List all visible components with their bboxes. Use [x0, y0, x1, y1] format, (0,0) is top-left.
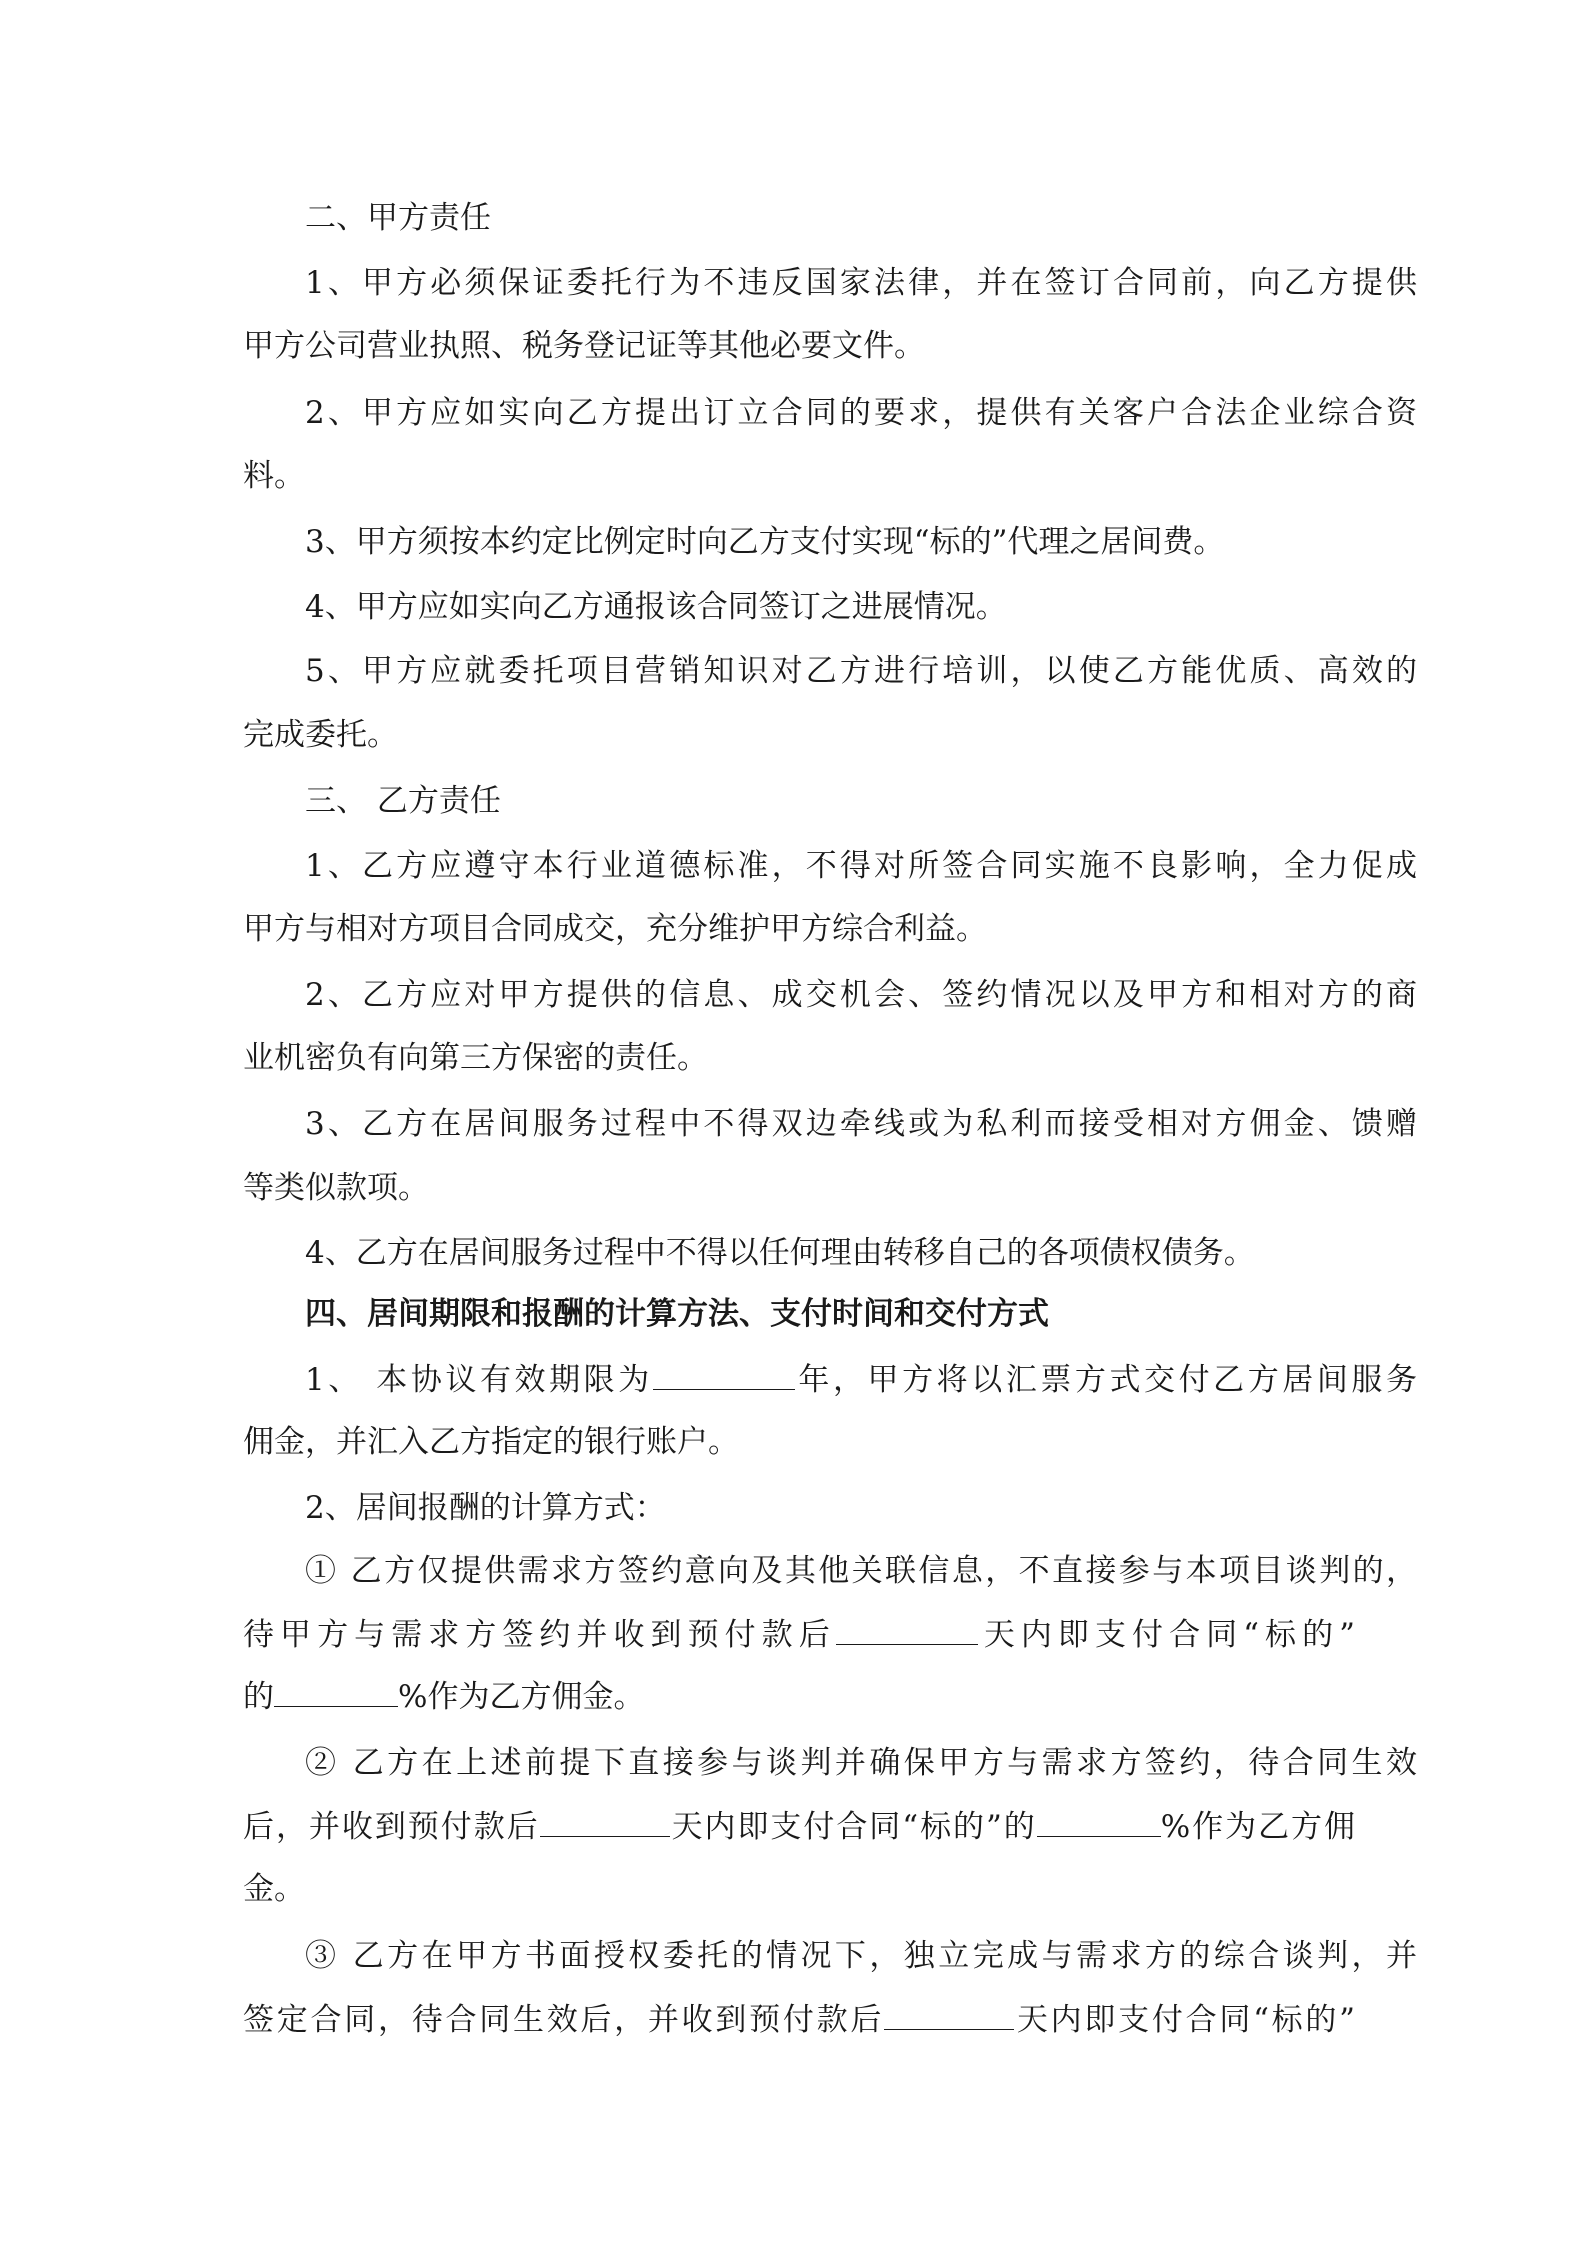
- option-1-percent-blank: [274, 1676, 398, 1707]
- option-1-line3: [243, 1676, 1355, 1716]
- clause-c1-line1: [243, 1359, 1417, 1399]
- clause-a1-line2: 甲方公司营业执照、税务登记证等其他必要文件。: [243, 328, 925, 364]
- option-1-text-after: 天内即支付合同“标的”: [977, 1617, 1356, 1653]
- clause-c1-text-before: 1、 本协议有效期限为: [305, 1362, 653, 1398]
- clause-b2-line1: 2、乙方应对甲方提供的信息、成交机会、签约情况以及甲方和相对方的商: [305, 977, 1417, 1013]
- option-3-text-after: 天内即支付合同“标的”: [1014, 2002, 1355, 2038]
- section-heading-party-b-duties: 三、 乙方责任: [305, 783, 501, 819]
- clause-a5-line2: 完成委托。: [243, 717, 398, 753]
- option-2-line2: [243, 1806, 1355, 1846]
- clause-a5-line1: 5、甲方应就委托项目营销知识对乙方进行培训，以使乙方能优质、高效的: [305, 653, 1417, 689]
- option-1-de: 的: [243, 1679, 274, 1715]
- clause-a4: 4、甲方应如实向乙方通报该合同签订之进展情况。: [305, 589, 1007, 625]
- option-1-commission-text: %作为乙方佣金。: [398, 1679, 645, 1715]
- option-2-percent-blank: [1037, 1806, 1161, 1837]
- option-3-line1: ③ 乙方在甲方书面授权委托的情况下，独立完成与需求方的综合谈判，并: [305, 1938, 1417, 1974]
- clause-a2-line2: 料。: [243, 458, 305, 494]
- clause-b3-line2: 等类似款项。: [243, 1170, 429, 1206]
- option-3-line2: [243, 1999, 1355, 2039]
- clause-a1-line1: 1、甲方必须保证委托行为不违反国家法律，并在签订合同前，向乙方提供: [305, 265, 1417, 301]
- clause-a2-line1: 2、甲方应如实向乙方提出订立合同的要求，提供有关客户合法企业综合资: [305, 395, 1417, 431]
- clause-b4: 4、乙方在居间服务过程中不得以任何理由转移自己的各项债权债务。: [305, 1235, 1255, 1271]
- clause-b3-line1: 3、乙方在居间服务过程中不得双边牵线或为私利而接受相对方佣金、馈赠: [305, 1106, 1417, 1142]
- option-1-text-before: 待甲方与需求方签约并收到预付款后: [243, 1617, 836, 1653]
- clause-c1-text-after: 年，甲方将以汇票方式交付乙方居间服务: [794, 1362, 1418, 1398]
- option-1-line2: [243, 1614, 1355, 1654]
- clause-a3: 3、甲方须按本约定比例定时向乙方支付实现“标的”代理之居间费。: [305, 524, 1225, 560]
- section-heading-party-a-duties: 二、甲方责任: [305, 200, 491, 236]
- option-2-text-middle: 天内即支付合同“标的”的: [669, 1809, 1037, 1845]
- section-heading-term-and-payment: 四、居间期限和报酬的计算方法、支付时间和交付方式: [305, 1296, 1049, 1332]
- option-2-line3: 金。: [243, 1871, 305, 1907]
- option-2-days-blank: [540, 1806, 670, 1837]
- clause-b1-line2: 甲方与相对方项目合同成交，充分维护甲方综合利益。: [243, 911, 987, 947]
- clause-b1-line1: 1、乙方应遵守本行业道德标准，不得对所签合同实施不良影响，全力促成: [305, 848, 1417, 884]
- clause-b2-line2: 业机密负有向第三方保密的责任。: [243, 1040, 708, 1076]
- option-2-text-after: %作为乙方佣: [1160, 1809, 1355, 1845]
- clause-c1-line2: 佣金，并汇入乙方指定的银行账户。: [243, 1424, 739, 1460]
- option-1-line1: ① 乙方仅提供需求方签约意向及其他关联信息，不直接参与本项目谈判的，: [305, 1553, 1417, 1589]
- clause-c2: 2、居间报酬的计算方式：: [305, 1490, 666, 1526]
- option-3-days-blank: [884, 1999, 1014, 2030]
- option-2-line1: ② 乙方在上述前提下直接参与谈判并确保甲方与需求方签约，待合同生效: [305, 1745, 1417, 1781]
- option-2-text-before: 后，并收到预付款后: [243, 1809, 540, 1845]
- validity-years-blank: [653, 1359, 795, 1390]
- option-1-days-blank: [836, 1614, 978, 1645]
- option-3-text-before: 签定合同，待合同生效后，并收到预付款后: [243, 2002, 885, 2038]
